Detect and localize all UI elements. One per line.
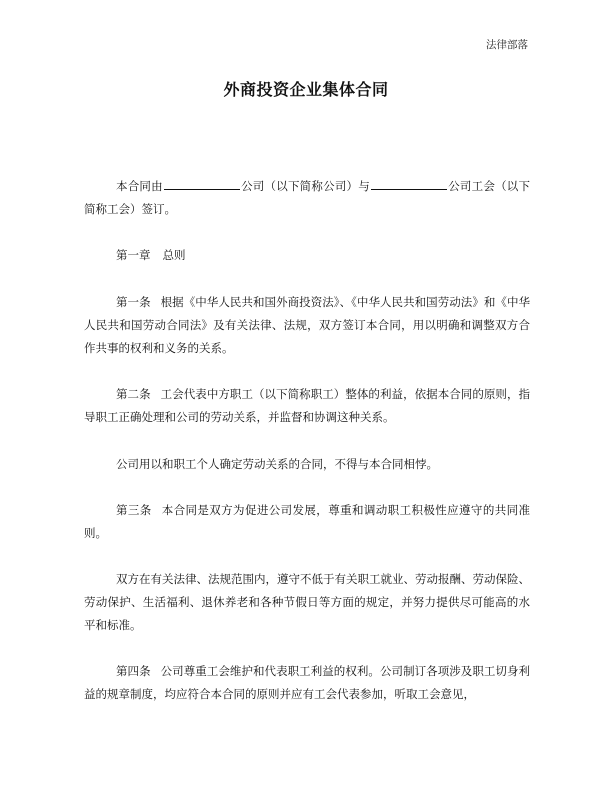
contract-consistency-paragraph: 公司用以和职工个人确定劳动关系的合同，不得与本合同相悖。 [116, 457, 438, 471]
article-4-text: 公司尊重工会维护和代表职工利益的权利。公司制订各项涉及职工切身利益的规章制度，均应符合本合同的原则并应有工会代表参加，听取工会意见， [84, 664, 531, 701]
chapter-heading [116, 244, 186, 267]
chapter-number: 第一章 [116, 248, 151, 262]
article-2-label: 第二条 [116, 387, 151, 401]
article-3 [84, 499, 530, 545]
article-3-label: 第三条 [116, 503, 152, 517]
intro-middle: 公司（以下简称公司）与 [240, 179, 370, 193]
article-1 [84, 291, 530, 360]
company-name-blank[interactable] [164, 177, 240, 190]
article-4 [84, 660, 530, 706]
document-title: 外商投资企业集体合同 [223, 80, 389, 99]
article-4-label: 第四条 [116, 664, 151, 678]
article-1-text: 根据《中华人民共和国外商投资法》、《中华人民共和国劳动法》和《中华人民共和国劳动合同法》及有关法律、法规，双方签订本合同，用以明确和调整双方合作共事的权利和义务的关系。 [84, 295, 531, 355]
article-2 [84, 383, 530, 429]
chapter-name: 总则 [162, 248, 186, 262]
article-2-text: 工会代表中方职工（以下简称职工）整体的利益，依据本合同的原则，指导职工正确处理和公司的劳动关系，并监督和协调这种关系。 [84, 387, 531, 424]
article-1-label: 第一条 [116, 295, 151, 309]
intro-prefix: 本合同由 [116, 179, 163, 193]
standards-paragraph: 双方在有关法律、法规范围内，遵守不低于有关职工就业、劳动报酬、劳动保险、劳动保护、生活福利、退休养老和各种节假日等方面的规定，并努力提供尽可能高的水平和标准。 [84, 572, 530, 632]
article-3-text: 本合同是双方为促进公司发展，尊重和调动职工积极性应遵守的共同准则。 [84, 503, 531, 540]
intro-suffix: 公司工会（以下简称工会）签订。 [84, 179, 531, 216]
header-tag: 法律部落 [486, 39, 528, 51]
union-name-blank[interactable] [371, 177, 447, 190]
intro-paragraph [84, 175, 530, 221]
